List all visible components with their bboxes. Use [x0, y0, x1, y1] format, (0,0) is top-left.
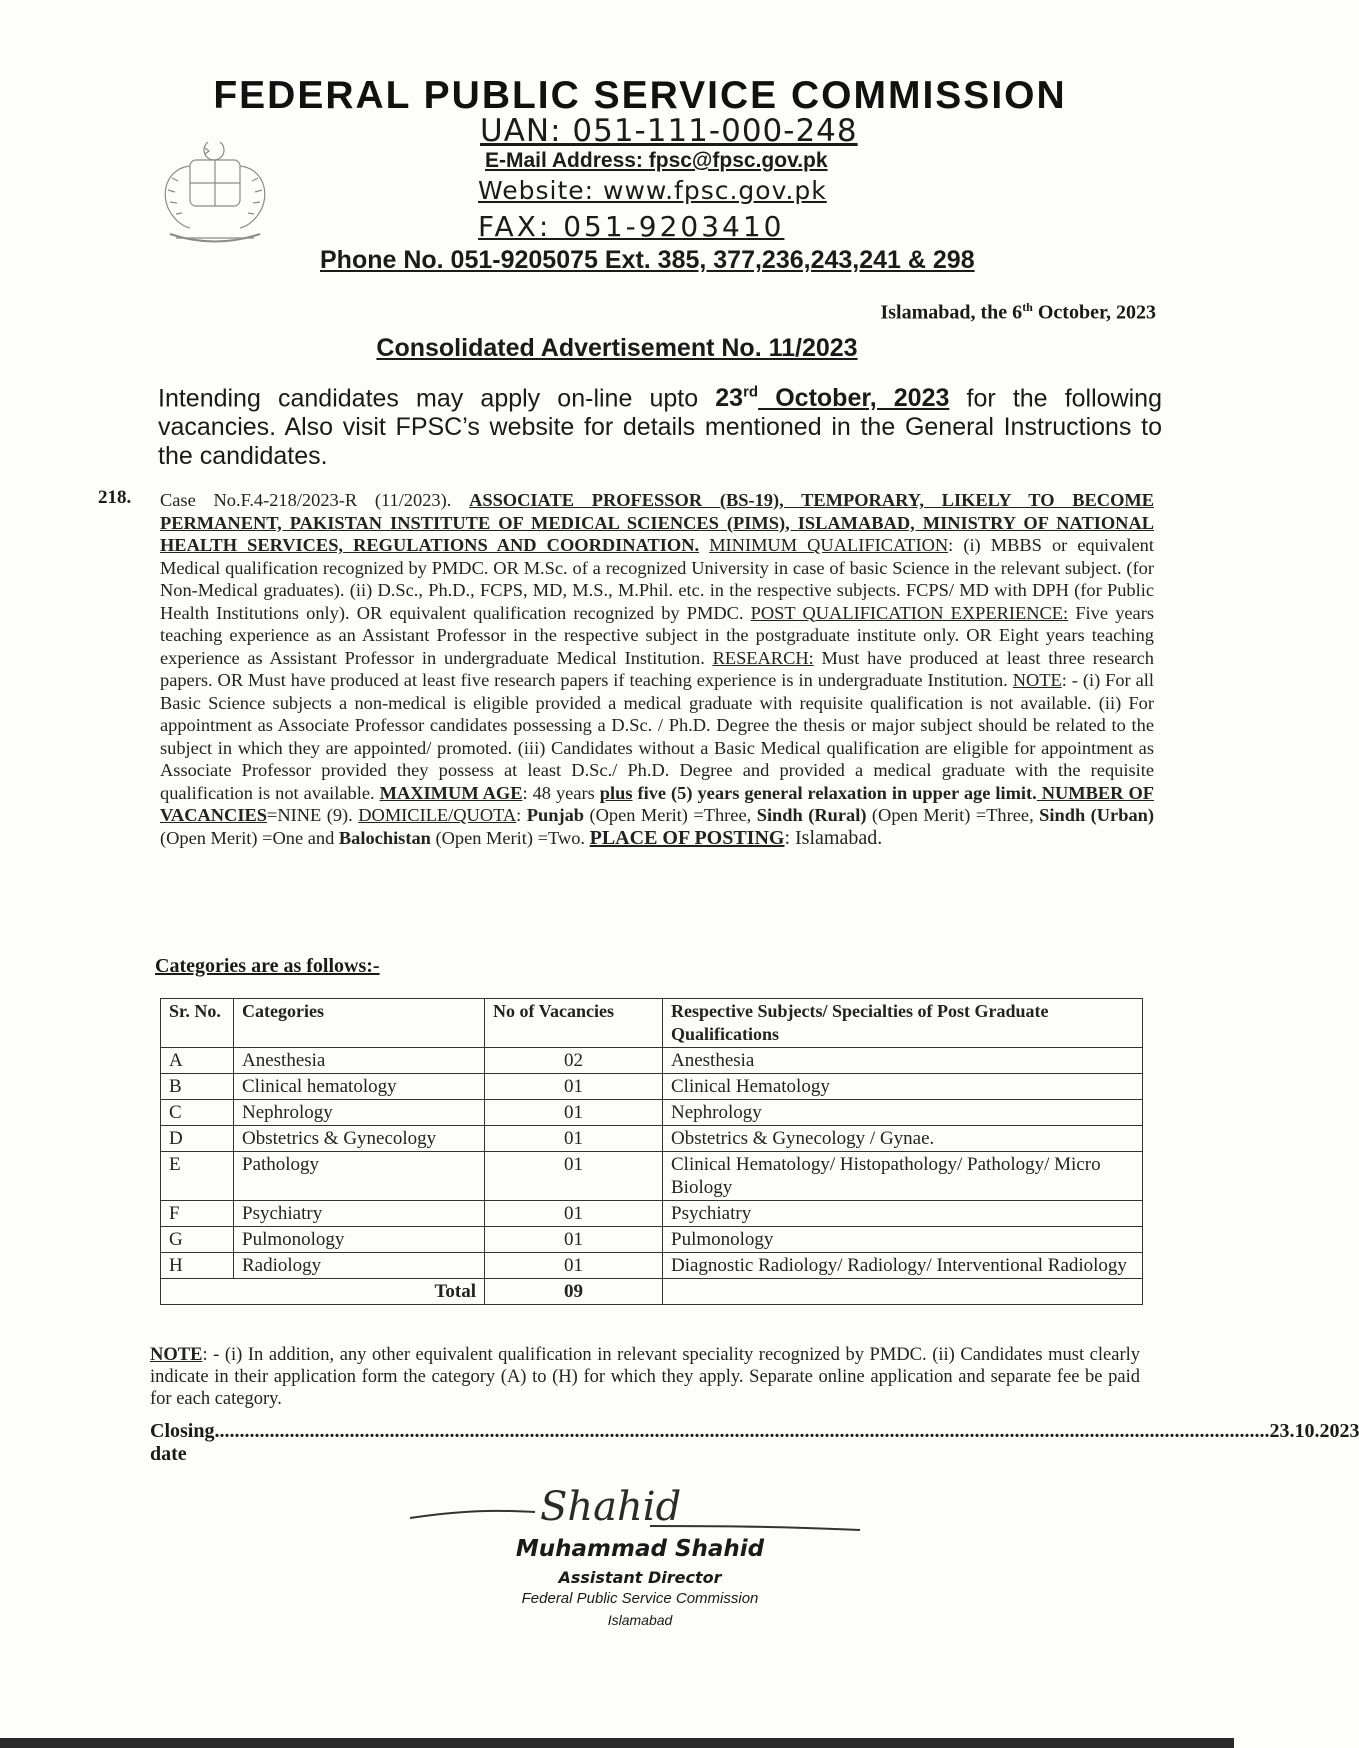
footnote: [150, 1344, 1140, 1410]
intro-date: [715, 384, 949, 412]
quota-sindh-urban-count: (Open Merit) =One and: [160, 827, 339, 848]
cell-sr: B: [161, 1074, 234, 1100]
website-address: Website: www.fpsc.gov.pk: [478, 176, 827, 205]
phone-number: Phone No. 051-9205075 Ext. 385, 377,236,243,241 & 298: [320, 246, 975, 274]
research-label: RESEARCH:: [712, 647, 814, 668]
signatory-designation: Assistant Director: [558, 1568, 722, 1587]
intro-text-b: for the following vacancies. Also visit FPSC’s website for details mentioned in the General Instructions to the candidates.: [158, 384, 1162, 471]
post-title: ASSOCIATE PROFESSOR (BS-19), TEMPORARY, LIKELY TO BECOME PERMANENT, PAKISTAN INSTITUTE OF MEDICAL SCIENCES (PIMS), ISLAMABAD, MINISTRY OF NATIONAL HEALTH SERVICES, REGULATIONS AND COORDINATION.: [160, 490, 1154, 555]
max-age-value: : 48 years: [522, 782, 600, 803]
closing-date-label: Closing date: [150, 1420, 215, 1465]
footnote-label: NOTE: [150, 1345, 203, 1365]
case-paragraph: [160, 489, 1154, 849]
state-emblem-icon: [150, 138, 280, 246]
cell-vacancies: 01: [485, 1201, 663, 1227]
quota-sindh-urban: Sindh (Urban): [1039, 805, 1154, 825]
intro-paragraph: [158, 378, 1162, 471]
signatory-organization: Federal Public Service Commission: [521, 1590, 759, 1607]
intro-date-sup: rd: [743, 384, 759, 401]
cell-category: Pathology: [234, 1152, 485, 1201]
quota-balochistan-count: (Open Merit) =Two.: [430, 827, 590, 848]
cell-vacancies: 01: [485, 1126, 663, 1152]
signature-text: Shahid: [540, 1484, 682, 1530]
domicile-colon: :: [516, 805, 527, 825]
cell-sr: D: [161, 1126, 234, 1152]
organization-title: FEDERAL PUBLIC SERVICE COMMISSION: [213, 74, 1067, 117]
cell-subjects: Pulmonology: [663, 1227, 1143, 1253]
experience-text: Five years teaching experience as an Assistant Professor in the respective subject in the postgraduate institute only. OR Eight years teaching experience as Assistant Professor in undergraduate Medical Institution.: [160, 602, 1154, 668]
quota-sindh-rural-count: (Open Merit) =Three,: [866, 805, 1040, 825]
cell-vacancies: 01: [485, 1074, 663, 1100]
plus-word: plus: [599, 782, 633, 803]
cell-category: Radiology: [234, 1253, 485, 1279]
relaxation-text: five (5) years general relaxation in upper age limit.: [632, 782, 1037, 803]
total-label: Total: [161, 1279, 485, 1305]
cell-subjects: Diagnostic Radiology/ Radiology/ Interventional Radiology: [663, 1253, 1143, 1279]
total-empty-cell: [663, 1279, 1143, 1305]
case-note-text: : - (i) For all Basic Science subjects a non-medical is eligible provided a medical graduate with requisite qualification is not available. (ii) For appointment as Associate Professor candidates possessing a D.Sc. / Ph.D. Degree the thesis or major subject should be related to the subject in which they are appointed/ promoted. (iii) Candidates without a Basic Medical qualification are eligible for appointment as Associate Professor provided they possess at least D.Sc./ Ph.D. Degree and provided a medical graduate with the requisite qualification is not available.: [160, 670, 1154, 803]
quota-punjab-count: (Open Merit) =Three,: [584, 805, 757, 825]
col-header-vacancies: No of Vacancies: [485, 999, 663, 1048]
closing-date-value: 23.10.2023: [1269, 1420, 1359, 1442]
cell-category: Nephrology: [234, 1100, 485, 1126]
case-space: [699, 535, 709, 555]
fax-number: FAX: 051-9203410: [478, 210, 785, 243]
table-row: [161, 1126, 1143, 1152]
cell-vacancies: 01: [485, 1227, 663, 1253]
quota-sindh-rural: Sindh (Rural): [756, 805, 867, 825]
cell-category: Psychiatry: [234, 1201, 485, 1227]
cell-subjects: Psychiatry: [663, 1201, 1143, 1227]
cell-vacancies: 02: [485, 1048, 663, 1074]
posting-value: : Islamabad.: [784, 826, 883, 849]
total-row: [161, 1279, 1143, 1305]
uan-number: UAN: 051-111-000-248: [480, 113, 858, 149]
cell-sr: A: [161, 1048, 234, 1074]
signatory-name: Muhammad Shahid: [515, 1536, 765, 1562]
quota-punjab: Punjab: [526, 805, 585, 825]
advertisement-title: Consolidated Advertisement No. 11/2023: [376, 334, 858, 362]
max-age-label: MAXIMUM AGE: [379, 782, 523, 803]
table-row: [161, 1253, 1143, 1279]
case-note-label: NOTE: [1012, 670, 1062, 690]
dateline-suffix: th: [1022, 300, 1033, 314]
cell-subjects: Anesthesia: [663, 1048, 1143, 1074]
research-text: Must have produced at least three research papers. OR Must have produced at least five research papers if teaching experience is in undergraduate Institution.: [160, 647, 1154, 690]
table-row: [161, 1074, 1143, 1100]
dateline: [880, 300, 1156, 325]
table-row: [161, 1227, 1143, 1253]
signatory-city: Islamabad: [607, 1612, 673, 1628]
cell-category: Clinical hematology: [234, 1074, 485, 1100]
experience-label: POST QUALIFICATION EXPERIENCE:: [750, 602, 1069, 623]
table-row: [161, 1152, 1143, 1201]
cell-category: Anesthesia: [234, 1048, 485, 1074]
handwritten-signature: [405, 1480, 865, 1540]
cell-category: Obstetrics & Gynecology: [234, 1126, 485, 1152]
domicile-label: DOMICILE/QUOTA: [358, 805, 517, 825]
cell-subjects: Nephrology: [663, 1100, 1143, 1126]
total-value: 09: [485, 1279, 663, 1305]
cell-sr: H: [161, 1253, 234, 1279]
table-row: [161, 1201, 1143, 1227]
cell-vacancies: 01: [485, 1152, 663, 1201]
scan-edge-bar: [0, 1738, 1234, 1748]
email-address: E-Mail Address: fpsc@fpsc.gov.pk: [485, 149, 828, 172]
qualification-label: MINIMUM QUALIFICATION: [709, 535, 949, 555]
case-number: 218.: [98, 487, 132, 508]
cell-subjects: Clinical Hematology/ Histopathology/ Pathology/ Micro Biology: [663, 1152, 1143, 1201]
dateline-rest: October, 2023: [1032, 301, 1156, 324]
cell-sr: F: [161, 1201, 234, 1227]
closing-date-line: [150, 1420, 1359, 1466]
cell-category: Pulmonology: [234, 1227, 485, 1253]
qualification-text: : (i) MBBS or equivalent Medical qualification recognized by PMDC. OR M.Sc. of a recognized University in case of basic Science in the relevant subject. (for Non-Medical graduates). (ii) D.Sc., Ph.D., FCPS, MD, M.S., M.Phil. etc. in the respective subjects. FCPS/ MD with DPH (for Public Health Institutions only). OR equivalent qualification recognized by PMDC.: [160, 535, 1154, 623]
categories-heading: Categories are as follows:-: [155, 955, 380, 977]
col-header-category: Categories: [234, 999, 485, 1048]
col-header-sr: Sr. No.: [161, 999, 234, 1048]
dateline-prefix: Islamabad, the 6: [880, 301, 1023, 324]
cell-sr: E: [161, 1152, 234, 1201]
col-header-subjects: Respective Subjects/ Specialties of Post Graduate Qualifications: [663, 999, 1143, 1048]
table-header-row: [161, 999, 1143, 1048]
vacancies-label: NUMBER OF VACANCIES: [160, 782, 1154, 825]
cell-subjects: Obstetrics & Gynecology / Gynae.: [663, 1126, 1143, 1152]
quota-balochistan: Balochistan: [338, 827, 431, 848]
categories-table: [160, 998, 1143, 1305]
intro-date-rest: October, 2023: [758, 384, 950, 413]
leader-dots: ...................................................................................................................................................................................................................: [214, 1420, 1270, 1442]
intro-date-day: 23: [715, 384, 744, 413]
intro-text-a: Intending candidates may apply on-line upto: [158, 384, 716, 413]
cell-sr: G: [161, 1227, 234, 1253]
table-row: [161, 1100, 1143, 1126]
posting-label: PLACE OF POSTING: [589, 826, 785, 849]
cell-sr: C: [161, 1100, 234, 1126]
case-ref: Case No.F.4-218/2023-R (11/2023).: [160, 490, 470, 510]
footnote-text: : - (i) In addition, any other equivalent qualification in relevant speciality recognized by PMDC. (ii) Candidates must clearly indicate in their application form the category (A) to (H) for which they apply. Separate online application and separate fee be paid for each category.: [150, 1345, 1140, 1409]
table-row: [161, 1048, 1143, 1074]
cell-subjects: Clinical Hematology: [663, 1074, 1143, 1100]
vacancies-value: =NINE (9).: [266, 805, 359, 825]
cell-vacancies: 01: [485, 1100, 663, 1126]
cell-vacancies: 01: [485, 1253, 663, 1279]
